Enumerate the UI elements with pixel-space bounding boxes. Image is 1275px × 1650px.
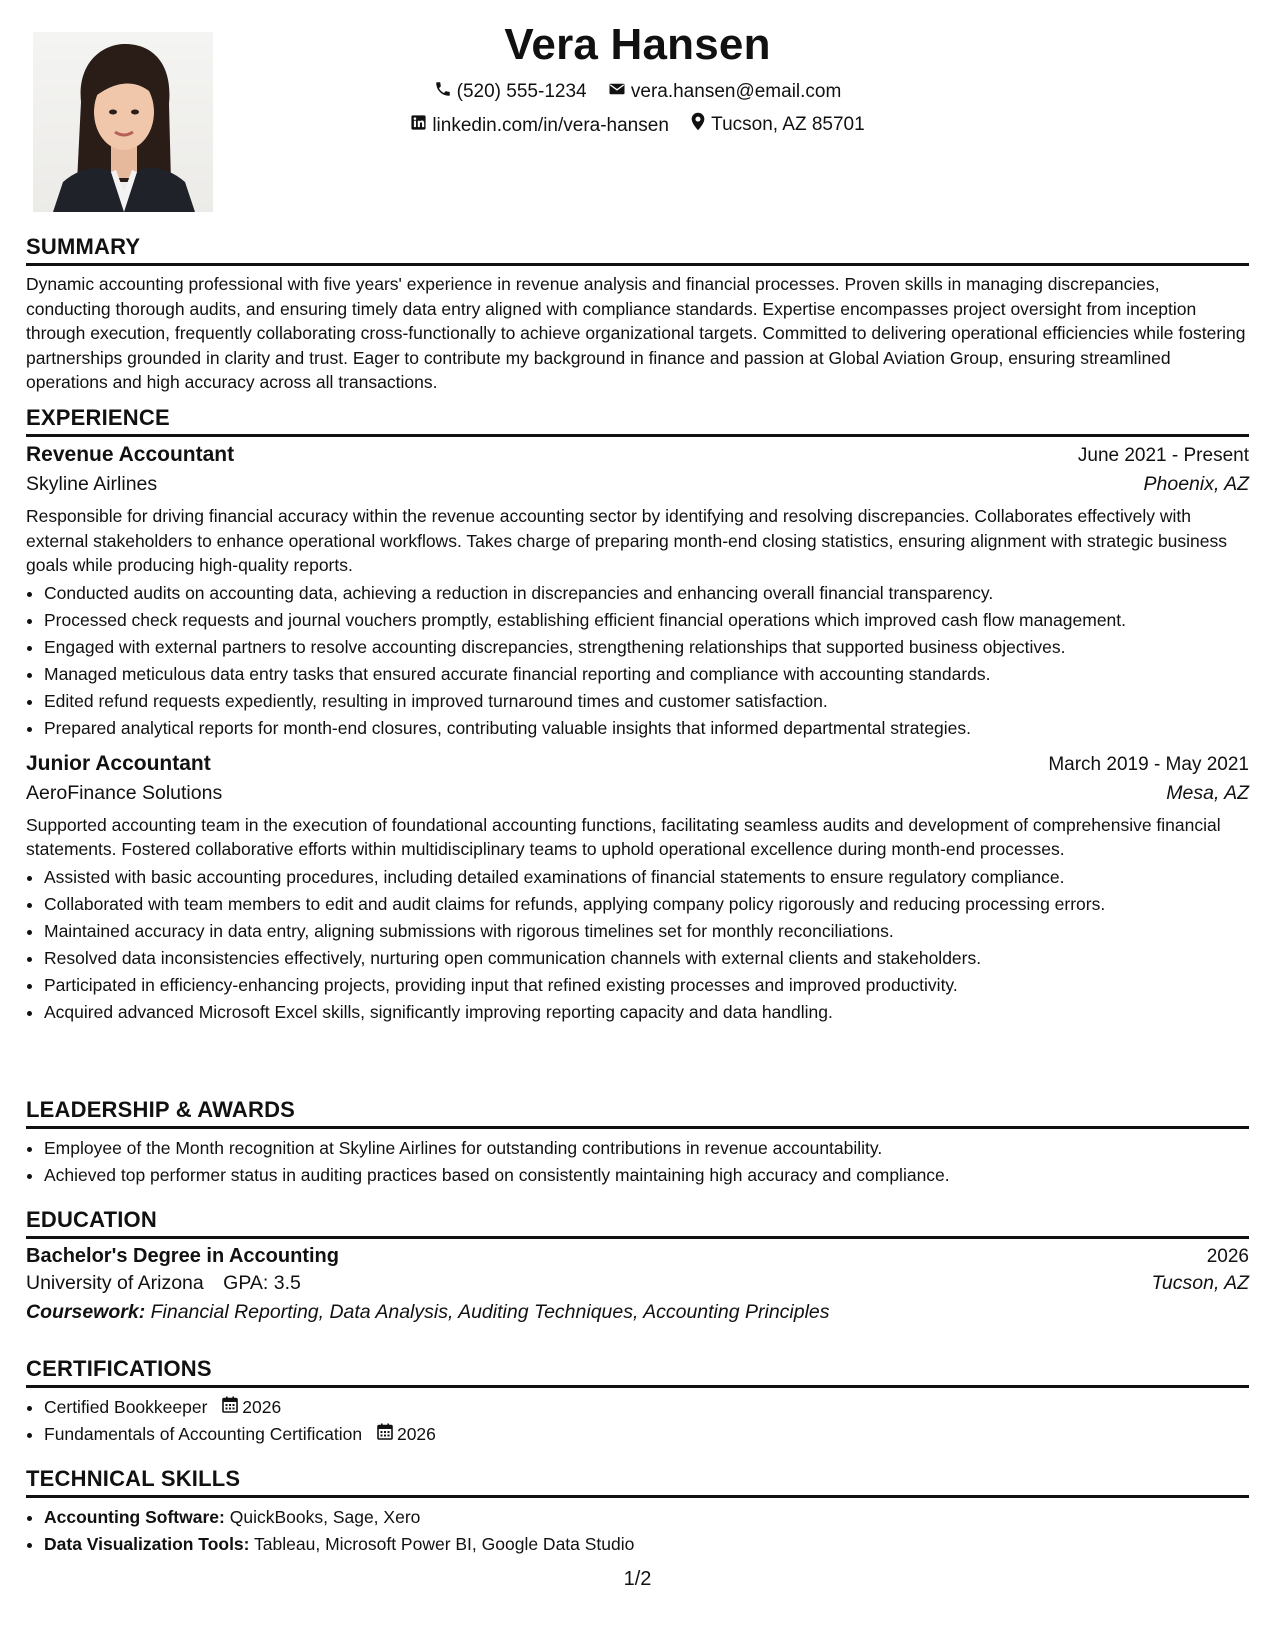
contact-line-2	[0, 112, 1275, 137]
section-title-summary: SUMMARY	[26, 234, 1249, 266]
leadership-list	[26, 1135, 1249, 1189]
company-name: AeroFinance Solutions	[26, 781, 223, 804]
linkedin-text: linkedin.com/in/vera-hansen	[432, 114, 669, 136]
contact-location	[690, 112, 865, 137]
job-description: Supported accounting team in the execution of foundational accounting functions, facilitating seamless audits and development of comprehensive financial statements. Fostered collaborative efforts within multidisciplinary teams to uphold operational excellence during month-end processes.	[26, 814, 1221, 859]
calendar-icon	[377, 1421, 397, 1448]
list-item: • Maintained accuracy in data entry, aligning submissions with rigorous timelines set for monthly reconciliations.	[44, 918, 1249, 945]
envelope-icon	[608, 80, 631, 104]
list-item: • Employee of the Month recognition at Skyline Airlines for outstanding contributions in revenue accountability.	[44, 1135, 1249, 1162]
list-item: • Managed meticulous data entry tasks that ensured accurate financial reporting and compliance with accounting standards.	[44, 661, 1249, 688]
location-text: Tucson, AZ 85701	[711, 113, 865, 135]
certifications-list	[26, 1394, 1249, 1448]
section-title-experience: EXPERIENCE	[26, 405, 1249, 437]
list-item: • Edited refund requests expediently, resulting in improved turnaround times and customer satisfaction.	[44, 688, 1249, 715]
map-pin-icon	[690, 112, 711, 137]
job-dates: June 2021 - Present	[1077, 445, 1249, 466]
list-item: • Achieved top performer status in auditing practices based on consistently maintaining high accuracy and compliance.	[44, 1162, 1249, 1189]
list-item	[44, 1421, 1249, 1448]
phone-icon	[434, 80, 457, 104]
leadership-section	[26, 1097, 1249, 1189]
skill-value: QuickBooks, Sage, Xero	[229, 1507, 421, 1527]
list-item: • Assisted with basic accounting procedures, including detailed examinations of financial statements to ensure regulatory compliance.	[44, 864, 1249, 891]
list-item: • Resolved data inconsistencies effectively, nurturing open communication channels with external clients and stakeholders.	[44, 945, 1249, 972]
contact-linkedin[interactable]	[410, 114, 669, 137]
summary-section	[26, 234, 1249, 395]
certifications-section	[26, 1356, 1249, 1448]
list-item: • Collaborated with team members to edit and audit claims for refunds, applying company policy rigorously and reducing processing errors.	[44, 891, 1249, 918]
education-section	[26, 1207, 1249, 1324]
summary-text: Dynamic accounting professional with five years' experience in revenue analysis and financial processes. Proven skills in managing discrepancies, conducting thorough audits, and ensuring timely data entry aligned with compliance standards. Expertise encompasses project oversight from inception through execution, frequently collaborating cross-functionally to achieve organizational targets. Committed to delivering operational efficiencies while fostering partnerships grounded in clarity and trust. Eager to contribute my background in finance and passion at Global Aviation Group, ensuring streamlined operations and high accuracy across all transactions.	[26, 274, 1246, 392]
job-dates: March 2019 - May 2021	[1048, 753, 1249, 775]
job-entry	[26, 752, 1249, 1026]
job-title: Junior Accountant	[26, 751, 211, 775]
job-description: Responsible for driving financial accuracy within the revenue accounting sector by identifying and resolving discrepancies. Collaborates effectively with external stakeholders to enhance operational workflows. Takes charge of preparing month-end closing statistics, ensuring alignment with strategic business goals while producing high-quality reports.	[26, 506, 1228, 575]
list-item: • Prepared analytical reports for month-end closures, contributing valuable insights that informed departmental strategies.	[44, 715, 1249, 742]
graduation-year: 2026	[1206, 1246, 1249, 1267]
contact-email[interactable]	[608, 80, 841, 104]
section-title-leadership: LEADERSHIP & AWARDS	[26, 1097, 1249, 1129]
skills-list	[26, 1504, 1249, 1558]
company-name: Skyline Airlines	[26, 473, 158, 495]
list-item: • Participated in efficiency-enhancing projects, providing input that refined existing processes and improved productivity.	[44, 972, 1249, 999]
skill-label: Data Visualization Tools:	[44, 1534, 250, 1554]
page-number: 1/2	[623, 1568, 652, 1590]
skill-label: Accounting Software:	[44, 1507, 225, 1527]
certification-name: Certified Bookkeeper	[44, 1397, 208, 1417]
section-title-education: EDUCATION	[26, 1207, 1249, 1239]
contact-phone	[434, 80, 587, 104]
job-title: Revenue Accountant	[26, 443, 235, 466]
section-title-technical-skills: TECHNICAL SKILLS	[26, 1466, 1249, 1498]
list-item: • Processed check requests and journal vouchers promptly, establishing efficient financial operations which improved cash flow management.	[44, 607, 1249, 634]
phone-text: (520) 555-1234	[456, 81, 587, 102]
certification-year: 2026	[242, 1397, 282, 1417]
coursework-label: Coursework:	[26, 1301, 146, 1323]
coursework-text: Financial Reporting, Data Analysis, Auditing Techniques, Accounting Principles	[150, 1301, 830, 1323]
list-item: • Engaged with external partners to resolve accounting discrepancies, strengthening relationships that supported business objectives.	[44, 634, 1249, 661]
list-item: • Conducted audits on accounting data, achieving a reduction in discrepancies and enhancing overall financial transparency.	[44, 580, 1249, 607]
section-title-certifications: CERTIFICATIONS	[26, 1356, 1249, 1388]
skill-value: Tableau, Microsoft Power BI, Google Data Studio	[254, 1534, 635, 1554]
experience-section	[26, 405, 1249, 1026]
job-location: Mesa, AZ	[1166, 781, 1249, 804]
contact-line-1	[0, 80, 1275, 104]
job-bullets	[26, 864, 1249, 1026]
list-item	[44, 1504, 1249, 1531]
email-text: vera.hansen@email.com	[630, 81, 842, 102]
school-name: University of Arizona	[26, 1272, 204, 1294]
gpa: GPA: 3.5	[223, 1272, 301, 1294]
coursework-line	[26, 1301, 1249, 1324]
list-item	[44, 1531, 1249, 1558]
degree-name: Bachelor's Degree in Accounting	[26, 1245, 339, 1267]
certification-name: Fundamentals of Accounting Certification	[44, 1424, 363, 1444]
job-location: Phoenix, AZ	[1143, 473, 1249, 495]
job-entry	[26, 443, 1249, 742]
certification-year: 2026	[396, 1424, 436, 1444]
list-item	[44, 1394, 1249, 1421]
candidate-name: Vera Hansen	[504, 20, 771, 69]
job-bullets	[26, 580, 1249, 742]
school-location: Tucson, AZ	[1151, 1272, 1249, 1294]
calendar-icon	[222, 1394, 242, 1421]
technical-skills-section	[26, 1466, 1249, 1558]
linkedin-icon	[410, 114, 432, 137]
list-item: • Acquired advanced Microsoft Excel skills, significantly improving reporting capacity and data handling.	[44, 999, 1249, 1026]
